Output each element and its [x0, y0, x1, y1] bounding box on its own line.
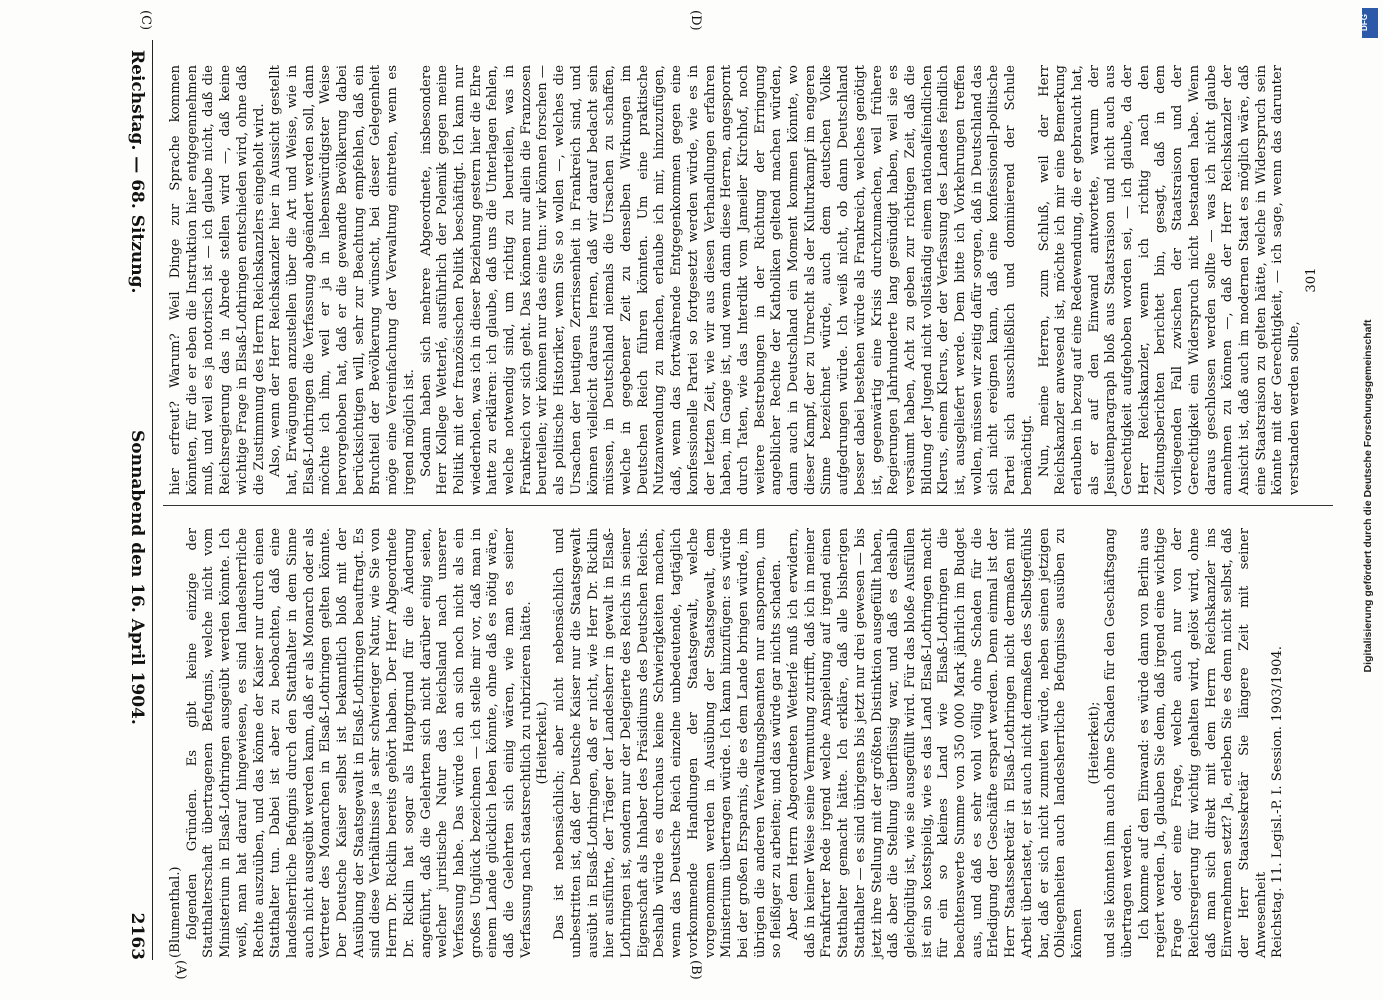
digitization-text: Digitalisierung gefördert durch die Deutsche Forschungsgemeinschaft [1362, 319, 1374, 673]
digitization-note [1363, 20, 1377, 980]
paragraph: Nun, meine Herren, zum Schluß, weil der Herr Reichskanzler anwesend ist, möchte ich mir eine Bemerkung erlauben in bezug auf eine Redewendung, die er gebraucht hat, als er auf den Einwand antwortete, warum der Jesuitenparagraph bloß aus Staatsraison und nicht auch aus Gerechtigkeit aufgehoben worden sei, — ich glaube, da der Herr Reichskanzler, wenn ich richtig nach den Zeitungsberichten berichtet bin, gesagt, daß in dem vorliegenden Fall zwischen der Staatsraison und der Gerechtigkeit ein Widerspruch nicht bestanden habe. Wenn daraus geschlossen werden sollte — was ich nicht glaube annehmen zu können —, daß der Herr Reichskanzler der Ansicht ist, daß auch im modernen Staat es möglich wäre, daß eine Staatsraison zu gelten hätte, welche in Widerspruch sein könnte mit der Gerechtigkeit, — ich sage, wenn das darunter verstanden werden sollte, [1036, 65, 1303, 495]
header-rule [152, 40, 153, 960]
page-header [121, 40, 147, 960]
speaker-tag: (Blumenthal.) [168, 866, 183, 958]
margin-mark-b: (B) [688, 960, 703, 980]
paragraph: Also, wenn der Herr Reichskanzler hier in Aussicht gestellt hat, Erwägungen anzustellen über die Art und Weise, wie in Elsaß-Lothringen die Verfassung abgeändert werden soll, dann möchte ich ihm, weil er ja in liebenswürdigster Weise hervorgehoben hat, daß er die gewandte Bevölkerung dabei berücksichtigen will, sehr zur Beachtung empfehlen, daß ein Bruchteil der Bevölkerung wünscht, bei dieser Gelegenheit möge eine Vereinfachung der Verwaltung eintreten, wenn es irgend möglich ist. [268, 65, 417, 495]
paragraph: Das ist nebensächlich; aber nicht nebensächlich und unbestritten ist, daß der Deutsche Kaiser nur die Staatsgewalt ausübt in Elsaß-Lothringen, daß er nicht, wie Herr Dr. Ricklin hier ausführte, der Träger der Landesherr in gewalt in Elsaß-Lothringen ist, sondern nur der Delegierte des Reichs in seiner Eigenschaft als Inhaber des Präsidiums des Deutschen Reichs. Deshalb würde es durchaus keine Schwierigkeiten machen, wenn das Deutsche Reich einzelne unbedeutende, tagtäglich vorkommende Handlungen der Staatsgewalt, welche vorgenommen werden in Ausübung der Staatsgewalt, dem Ministerium übertragen würde. Ich kann hinzufügen: es würde bei der großen Ersparnis, die es dem Lande bringen würde, im übrigen die anderen Verwaltungsbeamten nur anspornen, um so fleißiger zu arbeiten; und das würde gar nichts schaden. [552, 528, 785, 958]
dfg-logo [1359, 8, 1378, 38]
left-text-column [168, 528, 1328, 958]
interjection: (Heiterkeit.) [535, 701, 551, 785]
right-text-column [168, 65, 1328, 495]
footer-right: 301 [1303, 267, 1319, 293]
page-number: 2163 [127, 912, 147, 960]
rotated-page [83, 0, 1383, 1000]
header-date: Sonnabend den 16. April 1904. [127, 430, 147, 725]
margin-mark-d: (D) [688, 10, 703, 31]
paragraph: hier erfreut? Warum? Weil Dinge zur Sprache kommen könnten, für die er eben die Instruktion hier entgegennehmen muß, und weil es ja notorisch ist — ich glaube nicht, daß die Reichsregierung das in Abrede stellen wird —, daß keine wichtige Frage in Elsaß-Lothringen entschieden wird, ohne daß die Zustimmung des Herrn Reichskanzlers eingeholt wird. [168, 65, 267, 495]
margin-mark-c: (C) [138, 10, 153, 31]
paragraph: Sodann haben sich mehrere Abgeordnete, insbesondere Herr Kollege Wetterlé, ausführlich der Polemik gegen meine Politik mit der französischen Politik beschäftigt. Ich kann nur wiederholen, was ich in dieser Beziehung gestern hier die Ehre hatte zu erklären: ich glaube, daß uns die Unterlagen fehlen, welche notwendig sind, um richtig zu beurteilen, was in Frankreich vor sich geht. Das können nur allein die Franzosen beurteilen; wir können nur das eine tun: wir können forschen — als politische Historiker, wenn Sie so wollen —, welches die Ursachen der heutigen Zerrissenheit in Frankreich sind, und können vielleicht daraus lernen, daß wir darauf bedacht sein müssen, in Deutschland niemals die Ursachen zu schaffen, welche in gegebener Zeit zu denselben Wirkungen im Deutschen Reich führen könnten. Um eine praktische Nutzanwendung zu machen, erlaube ich mir, hinzuzufügen, daß, wenn das fortwährende Entgegenkommen gegen eine konfessionelle Partei so fortgesetzt werden würde, wie es in der letzten Zeit, wie wir aus diesen Verhandlungen erfahren haben, im Gange ist, und wenn dann diese Herren, angespornt durch Taten, wie das Interdikt vom Jameiler Kirchhof, noch weitere Bestrebungen in der Richtung der Erringung angeblicher Rechte der Katholiken geltend machen würden, dann auch in Deutschland ein Moment kommen könnte, wo dieser Kampf, der zu Unrecht als der Kulturkampf im engeren Sinne bezeichnet würde, auch dem deutschen Volke aufgedrungen würde. Ich weiß nicht, ob dann Deutschland besser dabei bestehen würde als Frankreich, welches genötigt ist, gegenwärtig eine Krisis durchzumachen, weil frühere Regierungen Jahrhunderte lang gesündigt haben, weil sie es versäumt haben, Acht zu geben zur richtigen Zeit, daß die Bildung der Jugend nicht vollständig einem nationalfeindlichen Klerus, einem Klerus, der der Verfassung des Landes feindlich ist, ausgeliefert werde. Dem bitte ich Vorkehrungen treffen wollen, müssen wir zeitig dafür sorgen, daß in Deutschland das sich nicht ereignen kann, daß eine konfessionell-politische Partei sich ausschließlich und dominierend der Schule bemächtigt. [418, 65, 1035, 495]
margin-mark-a: (A) [173, 960, 188, 980]
dfg-logo-text: DFG [1359, 14, 1369, 31]
interjection: (Heiterkeit); [1086, 701, 1102, 785]
paragraph: Aber dem Herrn Abgeordneten Wetterlé muß ich erwidern, daß in keiner Weise seine Vermutung zutrifft, daß ich in meiner Frankfurter Rede irgend welche Anspielung auf irgend einen Statthalter gemacht hätte. Ich erkläre, daß alle bisherigen Statthalter — es sind übrigens bis jetzt nur drei gewesen — bis jetzt ihre Stellung mit der größten Distinktion ausgefüllt haben, daß aber die Stellung überflüssig war, und daß es deshalb gleichgültig ist, wie sie ausgefüllt wird. Für das bloße Ausfüllen ist ein so kostspielig, wie es das Land Elsaß-Lothringen macht für ein so kleines Land wie Elsaß-Lothringen die beachtenswerte Summe von 350 000 Mark jährlich im Budget aus, und daß es sehr wohl völlig ohne Schaden für die Erledigung der Geschäfte erspart werden. Denn einmal ist der Herr Staatssekretär in Elsaß-Lothringen nicht dermaßen mit Arbeit überlastet, er ist auch nicht dermaßen des Selbstgefühls bar, daß er sich nicht zumuten würde, neben seinen jetzigen Obliegenheiten auch landesherrliche Befugnisse ausüben zu können [786, 528, 1085, 958]
header-left: Reichstag. — 68. Sitzung. [127, 50, 147, 294]
paragraph: folgenden Gründen. Es gibt keine einzige der Statthalterschaft übertragenen Befugnis, welche nicht vom Ministerium in Elsaß-Lothringen ausgeübt werden könnte. Ich weiß, man hat darauf hingewiesen, es sind landesherrliche Rechte auszuüben, und das könne der Kaiser nur durch einen Statthalter tun. Dabei ist aber zu beobachten, daß eine landesherrliche Befugnis durch den Statthalter in dem Sinne auch nicht ausgeübt werden kann, daß er als Monarch oder als Vertreter des Monarchen in Elsaß-Lothringen gelten könnte. Der Deutsche Kaiser selbst ist bekanntlich bloß mit der Ausübung der Staatsgewalt in Elsaß-Lothringen beauftragt. Es sind diese Verhältnisse ja sehr schwieriger Natur, wie Sie von Herrn Dr. Ricklin bereits gehört haben. Der Herr Abgeordnete Dr. Ricklin hat sogar als Hauptgrund für die Änderung angeführt, daß die Gelehrten sich nicht darüber einig seien, welcher juristische Natur das Reichsland nach unserer Verfassung habe. Das würde ich an sich noch nicht als ein großes Unglück bezeichnen — ich stelle mir vor, daß man in einem Lande glücklich leben könnte, ohne daß es nötig wäre, daß die Gelehrten sich einig wären, wie man es seiner Verfassung nach staatsrechtlich zu rubrizieren hätte. [184, 528, 534, 958]
column-divider [163, 505, 1333, 506]
footer-left: Reichstag. 11. Legisl.-P. I. Session. 1903/1904. [1270, 646, 1286, 958]
paragraph: Ich komme auf den Einwand: es würde dann von Berlin aus regiert werden. Ja, glauben Sie denn, daß irgend eine wichtige Frage oder eine Frage, welche auch nur von der Reichsregierung für wichtig gehalten wird, gelöst wird, ohne daß man sich direkt mit dem Herrn Reichskanzler ins Einvernehmen setzt? Ja, erleben Sie es denn nicht selbst, daß der Herr Staatssekretär Sie längere Zeit mit seiner Anwesenheit [1136, 528, 1269, 958]
paragraph: und sie könnten ihm auch ohne Schaden für den Geschäftsgang übertragen werden. [1103, 528, 1136, 958]
